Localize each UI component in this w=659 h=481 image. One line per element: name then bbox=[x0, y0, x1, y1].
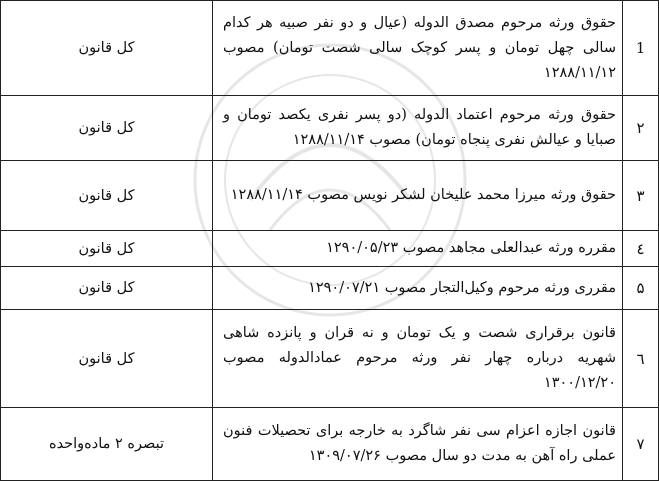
table-row bbox=[1, 408, 659, 481]
scope-cell: کل قانون bbox=[1, 1, 213, 96]
table-row bbox=[1, 231, 659, 267]
scope-cell: کل قانون bbox=[1, 161, 213, 231]
scope-cell: کل قانون bbox=[1, 96, 213, 161]
table-row bbox=[1, 310, 659, 408]
table-row bbox=[1, 1, 659, 96]
row-number: ۵ bbox=[623, 267, 659, 310]
row-number: ۷ bbox=[623, 408, 659, 481]
row-number: 1 bbox=[623, 1, 659, 96]
law-title: قانون برقراری شصت و یک تومان و نه قران و پانزده شاهی شهریه درباره چهار نفر ورثه مرحوم عمادالدوله مصوب ۱۳۰۰/۱۲/۲۰ bbox=[213, 310, 623, 408]
row-number: ٤ bbox=[623, 231, 659, 267]
law-title: حقوق ورثه مرحوم اعتماد الدوله (دو پسر نفری یکصد تومان و صبایا و عیالش نفری پنجاه تومان) مصوب ۱۲۸۸/۱۱/۱۴ bbox=[213, 96, 623, 161]
scope-cell: کل قانون bbox=[1, 267, 213, 310]
law-title: حقوق ورثه مرحوم مصدق الدوله (عیال و دو نفر صبیه هر کدام سالی چهل تومان و پسر کوچک سالی شصت تومان) مصوب ۱۲۸۸/۱۱/۱۲ bbox=[213, 1, 623, 96]
scope-cell: تبصره ۲ ماده‌واحده bbox=[1, 408, 213, 481]
law-title: مقرره ورثه عبدالعلی مجاهد مصوب ۱۲۹۰/۰۵/۲۳ bbox=[213, 231, 623, 267]
row-number: ٦ bbox=[623, 310, 659, 408]
row-number: ۳ bbox=[623, 161, 659, 231]
scope-cell: کل قانون bbox=[1, 310, 213, 408]
table-row bbox=[1, 96, 659, 161]
law-title: مقرری ورثه مرحوم وکیل‌التجار مصوب ۱۲۹۰/۰۷/۲۱ bbox=[213, 267, 623, 310]
scope-cell: کل قانون bbox=[1, 231, 213, 267]
law-title: قانون اجازه اعزام سی نفر شاگرد به خارجه برای تحصیلات فنون عملی راه آهن به مدت دو سال مصوب ۱۳۰۹/۰۷/۲۶ bbox=[213, 408, 623, 481]
table-row bbox=[1, 267, 659, 310]
table-row bbox=[1, 161, 659, 231]
row-number: ۲ bbox=[623, 96, 659, 161]
law-title: حقوق ورثه میرزا محمد علیخان لشکر نویس مصوب ۱۲۸۸/۱۱/۱۴ bbox=[213, 161, 623, 231]
